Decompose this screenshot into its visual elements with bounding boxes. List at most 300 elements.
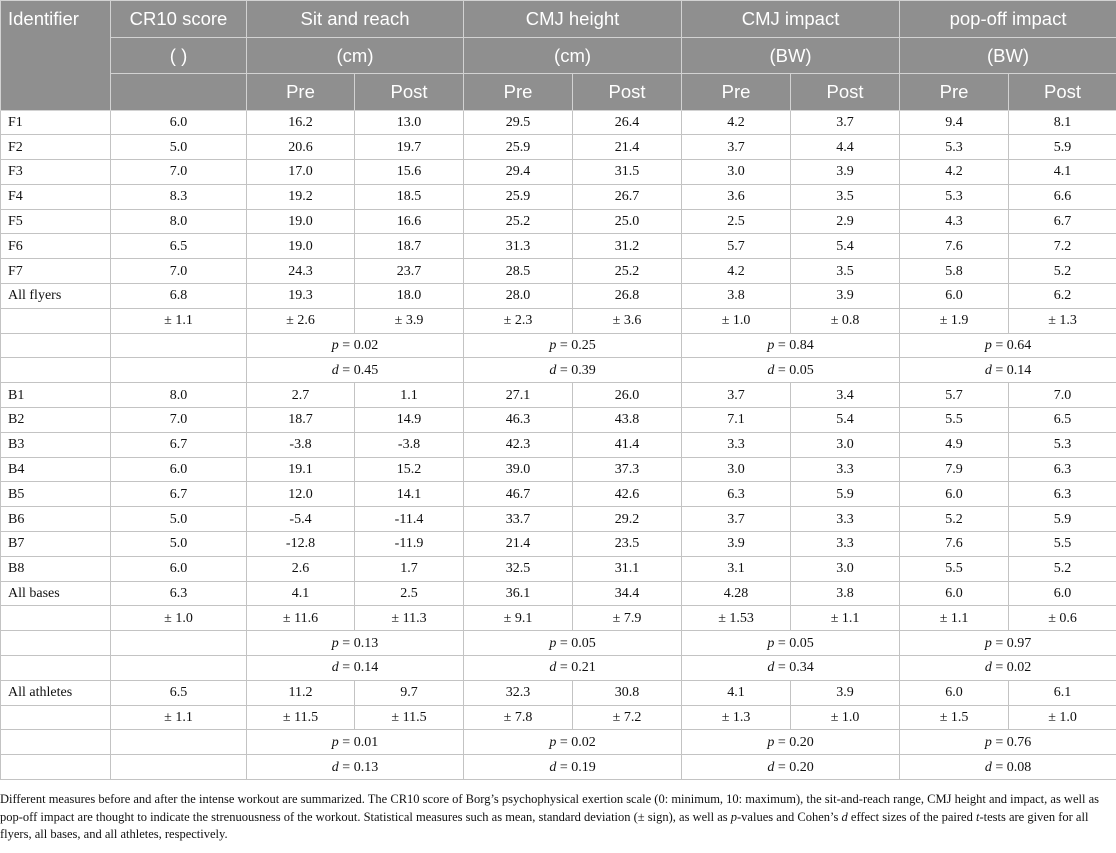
cmj-height-unit: (cm) xyxy=(464,37,682,74)
p-value-cell: p = 0.20 xyxy=(682,730,900,755)
table-cell: 12.0 xyxy=(247,482,355,507)
footnote-t-symbol: t xyxy=(975,809,980,824)
stat-value: 0.14 xyxy=(1006,362,1032,378)
effect-size-cell: d = 0.08 xyxy=(900,755,1116,780)
stat-value: 0.45 xyxy=(353,362,379,378)
row-identifier xyxy=(1,705,111,730)
table-footnote xyxy=(0,791,1112,844)
empty-cell xyxy=(111,656,247,681)
table-cell: 5.8 xyxy=(900,259,1009,284)
table-cell: 3.7 xyxy=(682,507,791,532)
table-row xyxy=(1,259,1116,284)
table-cell: 3.9 xyxy=(791,284,900,309)
stat-value: 0.34 xyxy=(789,660,814,676)
table-cell: ± 1.0 xyxy=(791,705,900,730)
table-row xyxy=(1,160,1116,185)
p-value-cell: p = 0.97 xyxy=(900,631,1116,656)
stat-symbol: d xyxy=(331,759,339,775)
p-value-cell: p = 0.05 xyxy=(682,631,900,656)
stat-value: 0.84 xyxy=(789,338,814,354)
table-cell: -3.8 xyxy=(355,432,464,457)
table-row xyxy=(1,284,1116,309)
table-cell: 6.2 xyxy=(1009,284,1116,309)
p-value-cell: p = 0.05 xyxy=(464,631,682,656)
table-cell: 15.6 xyxy=(355,160,464,185)
table-cell: 4.4 xyxy=(791,135,900,160)
table-row xyxy=(1,408,1116,433)
table-cell: 25.2 xyxy=(464,209,573,234)
table-cell: ± 1.1 xyxy=(111,705,247,730)
stat-value: 0.05 xyxy=(789,362,814,378)
header-row-names xyxy=(1,1,1116,38)
table-cell: 3.8 xyxy=(791,581,900,606)
table-cell: 5.3 xyxy=(900,184,1009,209)
effect-size-row xyxy=(1,755,1116,780)
table-cell: 7.6 xyxy=(900,234,1009,259)
table-cell: 3.1 xyxy=(682,556,791,581)
effect-size-row xyxy=(1,358,1116,383)
table-cell: 31.1 xyxy=(573,556,682,581)
table-cell: 5.2 xyxy=(1009,259,1116,284)
empty-cell xyxy=(111,755,247,780)
empty-cell xyxy=(1,656,111,681)
row-identifier: All bases xyxy=(1,581,111,606)
table-cell: 21.4 xyxy=(573,135,682,160)
stat-value: 0.13 xyxy=(353,635,379,651)
table-cell: 6.0 xyxy=(1009,581,1116,606)
table-cell: 7.0 xyxy=(1009,383,1116,408)
cmj-height-header: CMJ height xyxy=(464,1,682,38)
p-value-row xyxy=(1,730,1116,755)
row-identifier: B1 xyxy=(1,383,111,408)
effect-size-cell: d = 0.05 xyxy=(682,358,900,383)
table-cell: ± 0.6 xyxy=(1009,606,1116,631)
table-row xyxy=(1,606,1116,631)
empty-cell xyxy=(1,631,111,656)
table-cell: 33.7 xyxy=(464,507,573,532)
table-cell: -11.4 xyxy=(355,507,464,532)
table-cell: 6.0 xyxy=(111,556,247,581)
sit-reach-header: Sit and reach xyxy=(247,1,464,38)
table-cell: 26.0 xyxy=(573,383,682,408)
stat-symbol: p xyxy=(549,635,557,651)
table-cell: 3.9 xyxy=(682,532,791,557)
effect-size-cell: d = 0.34 xyxy=(682,656,900,681)
table-cell: 23.5 xyxy=(573,532,682,557)
p-value-cell: p = 0.01 xyxy=(247,730,464,755)
row-identifier: B4 xyxy=(1,457,111,482)
table-cell: 16.6 xyxy=(355,209,464,234)
table-cell: 3.8 xyxy=(682,284,791,309)
table-row xyxy=(1,209,1116,234)
table-cell: 16.2 xyxy=(247,110,355,135)
table-cell: 4.3 xyxy=(900,209,1009,234)
footnote-text-1: Different measures before and after the intense workout are summarized. The CR10 score of Borg’s psychophysical exertion scale (0: minimum, 10: maximum), the sit-and-reach range, CMJ height and impact, as well as pop-off impact are thought to indicate the strenuousness of the workout. Statistical measures such as mean, standard deviation (± sign), as well as xyxy=(0,792,1099,824)
table-cell: ± 3.6 xyxy=(573,308,682,333)
table-cell: 2.6 xyxy=(247,556,355,581)
table-cell: 7.2 xyxy=(1009,234,1116,259)
stat-value: 0.39 xyxy=(571,362,596,378)
row-identifier: F3 xyxy=(1,160,111,185)
stat-value: 0.13 xyxy=(353,759,379,775)
table-cell: 5.5 xyxy=(1009,532,1116,557)
table-cell: 7.6 xyxy=(900,532,1009,557)
table-cell: 2.9 xyxy=(791,209,900,234)
p-value-cell: p = 0.76 xyxy=(900,730,1116,755)
table-row xyxy=(1,110,1116,135)
row-identifier: F4 xyxy=(1,184,111,209)
table-cell: 29.5 xyxy=(464,110,573,135)
table-cell: 4.2 xyxy=(682,259,791,284)
stat-symbol: p xyxy=(331,635,339,651)
table-cell: 29.4 xyxy=(464,160,573,185)
table-cell: ± 1.1 xyxy=(791,606,900,631)
table-row xyxy=(1,581,1116,606)
table-cell: 8.0 xyxy=(111,209,247,234)
table-cell: 5.9 xyxy=(1009,135,1116,160)
effect-size-row xyxy=(1,656,1116,681)
stat-value: 0.19 xyxy=(571,759,596,775)
header-row-units xyxy=(1,37,1116,74)
table-cell: 3.0 xyxy=(682,160,791,185)
table-cell: ± 1.5 xyxy=(900,705,1009,730)
pre-header: Pre xyxy=(464,74,573,111)
empty-cell xyxy=(111,730,247,755)
effect-size-cell: d = 0.14 xyxy=(247,656,464,681)
table-cell: ± 7.9 xyxy=(573,606,682,631)
stat-symbol: d xyxy=(549,759,557,775)
table-cell: 18.5 xyxy=(355,184,464,209)
table-cell: 25.0 xyxy=(573,209,682,234)
stat-value: 0.05 xyxy=(571,635,596,651)
table-cell: 26.4 xyxy=(573,110,682,135)
table-cell: 34.4 xyxy=(573,581,682,606)
stat-symbol: p xyxy=(984,635,992,651)
table-cell: 37.3 xyxy=(573,457,682,482)
table-cell: -12.8 xyxy=(247,532,355,557)
p-value-cell: p = 0.25 xyxy=(464,333,682,358)
table-row xyxy=(1,234,1116,259)
table-cell: 2.5 xyxy=(682,209,791,234)
table-cell: 42.3 xyxy=(464,432,573,457)
table-cell: 3.6 xyxy=(682,184,791,209)
table-cell: 18.7 xyxy=(247,408,355,433)
table-row xyxy=(1,184,1116,209)
table-cell: 6.5 xyxy=(111,234,247,259)
row-identifier: All athletes xyxy=(1,680,111,705)
table-cell: 5.4 xyxy=(791,408,900,433)
popoff-impact-header: pop-off impact xyxy=(900,1,1116,38)
effect-size-cell: d = 0.45 xyxy=(247,358,464,383)
effect-size-cell: d = 0.14 xyxy=(900,358,1116,383)
row-identifier xyxy=(1,606,111,631)
table-cell: 27.1 xyxy=(464,383,573,408)
stat-value: 0.20 xyxy=(789,734,814,750)
table-cell: 6.3 xyxy=(1009,457,1116,482)
effect-size-cell: d = 0.20 xyxy=(682,755,900,780)
table-cell: 3.7 xyxy=(682,383,791,408)
stat-symbol: p xyxy=(984,338,992,354)
table-cell: 3.0 xyxy=(791,432,900,457)
table-cell: 3.3 xyxy=(682,432,791,457)
table-body xyxy=(1,110,1116,780)
table-cell: ± 1.3 xyxy=(1009,308,1116,333)
table-cell: 8.1 xyxy=(1009,110,1116,135)
table-cell: 30.8 xyxy=(573,680,682,705)
table-cell: 5.7 xyxy=(900,383,1009,408)
table-cell: 46.3 xyxy=(464,408,573,433)
table-cell: 6.0 xyxy=(111,457,247,482)
table-row xyxy=(1,556,1116,581)
row-identifier: F7 xyxy=(1,259,111,284)
pre-header: Pre xyxy=(682,74,791,111)
table-cell: 19.2 xyxy=(247,184,355,209)
table-cell: 26.8 xyxy=(573,284,682,309)
table-cell: 5.4 xyxy=(791,234,900,259)
table-cell: 3.3 xyxy=(791,507,900,532)
stat-symbol: d xyxy=(984,759,992,775)
table-cell: ± 11.6 xyxy=(247,606,355,631)
stat-symbol: d xyxy=(767,660,775,676)
table-cell: ± 11.5 xyxy=(355,705,464,730)
table-cell: 6.0 xyxy=(900,680,1009,705)
table-cell: 5.5 xyxy=(900,408,1009,433)
footnote-d-symbol: d xyxy=(841,809,848,824)
table-cell: 25.9 xyxy=(464,135,573,160)
table-cell: 18.7 xyxy=(355,234,464,259)
table-cell: 26.7 xyxy=(573,184,682,209)
p-value-cell: p = 0.02 xyxy=(464,730,682,755)
identifier-header: Identifier xyxy=(1,1,111,111)
table-cell: 25.9 xyxy=(464,184,573,209)
table-cell: 4.2 xyxy=(900,160,1009,185)
p-value-cell: p = 0.64 xyxy=(900,333,1116,358)
stat-value: 0.02 xyxy=(571,734,596,750)
p-value-row xyxy=(1,631,1116,656)
table-cell: 2.7 xyxy=(247,383,355,408)
cr10-unit: ( ) xyxy=(111,37,247,74)
table-cell: 6.1 xyxy=(1009,680,1116,705)
table-cell: 20.6 xyxy=(247,135,355,160)
table-cell: 4.1 xyxy=(682,680,791,705)
table-cell: 6.0 xyxy=(111,110,247,135)
table-cell: -11.9 xyxy=(355,532,464,557)
table-cell: 6.7 xyxy=(111,482,247,507)
table-cell: 31.5 xyxy=(573,160,682,185)
effect-size-cell: d = 0.13 xyxy=(247,755,464,780)
table-cell: 5.0 xyxy=(111,532,247,557)
table-cell: 6.0 xyxy=(900,482,1009,507)
table-cell: ± 1.53 xyxy=(682,606,791,631)
table-cell: 6.0 xyxy=(900,284,1009,309)
row-identifier: B3 xyxy=(1,432,111,457)
table-cell: ± 1.3 xyxy=(682,705,791,730)
post-header: Post xyxy=(1009,74,1116,111)
table-cell: 21.4 xyxy=(464,532,573,557)
table-cell: 5.5 xyxy=(900,556,1009,581)
table-cell: ± 2.6 xyxy=(247,308,355,333)
table-cell: 9.7 xyxy=(355,680,464,705)
table-cell: 19.0 xyxy=(247,209,355,234)
table-cell: 28.5 xyxy=(464,259,573,284)
empty-cell xyxy=(1,358,111,383)
pre-header: Pre xyxy=(900,74,1009,111)
table-cell: 31.2 xyxy=(573,234,682,259)
table-cell: 3.5 xyxy=(791,259,900,284)
table-cell: ± 1.0 xyxy=(1009,705,1116,730)
table-cell: 19.1 xyxy=(247,457,355,482)
table-cell: 19.7 xyxy=(355,135,464,160)
post-header: Post xyxy=(355,74,464,111)
post-header: Post xyxy=(573,74,682,111)
table-cell: 14.1 xyxy=(355,482,464,507)
table-cell: 6.6 xyxy=(1009,184,1116,209)
stat-symbol: p xyxy=(549,734,557,750)
table-cell: 25.2 xyxy=(573,259,682,284)
table-cell: 6.3 xyxy=(682,482,791,507)
row-identifier: B8 xyxy=(1,556,111,581)
table-cell: 3.7 xyxy=(682,135,791,160)
stat-symbol: p xyxy=(767,635,775,651)
row-identifier: B6 xyxy=(1,507,111,532)
table-cell: ± 9.1 xyxy=(464,606,573,631)
stat-value: 0.97 xyxy=(1006,635,1032,651)
table-cell: ± 7.2 xyxy=(573,705,682,730)
table-row xyxy=(1,383,1116,408)
table-cell: 18.0 xyxy=(355,284,464,309)
table-cell: ± 1.0 xyxy=(111,606,247,631)
table-cell: 36.1 xyxy=(464,581,573,606)
empty-cell xyxy=(111,631,247,656)
table-row xyxy=(1,532,1116,557)
footnote-p-symbol: p xyxy=(730,809,738,824)
popoff-impact-unit: (BW) xyxy=(900,37,1116,74)
table-cell: 5.9 xyxy=(791,482,900,507)
table-cell: 5.9 xyxy=(1009,507,1116,532)
footnote-text-2: -values and Cohen’s xyxy=(737,809,842,824)
table-cell: ± 2.3 xyxy=(464,308,573,333)
stat-symbol: p xyxy=(331,734,339,750)
row-identifier: B5 xyxy=(1,482,111,507)
table-cell: 5.3 xyxy=(900,135,1009,160)
table-cell: 17.0 xyxy=(247,160,355,185)
table-cell: 32.5 xyxy=(464,556,573,581)
table-row xyxy=(1,135,1116,160)
table-cell: 4.1 xyxy=(247,581,355,606)
table-cell: 5.2 xyxy=(900,507,1009,532)
table-cell: 5.7 xyxy=(682,234,791,259)
table-cell: 6.3 xyxy=(1009,482,1116,507)
empty-cell xyxy=(1,755,111,780)
table-cell: 5.0 xyxy=(111,507,247,532)
table-cell: 19.3 xyxy=(247,284,355,309)
stat-symbol: p xyxy=(984,734,992,750)
table-cell: ± 1.1 xyxy=(111,308,247,333)
table-cell: 4.1 xyxy=(1009,160,1116,185)
table-cell: 19.0 xyxy=(247,234,355,259)
table-cell: 3.9 xyxy=(791,160,900,185)
table-row xyxy=(1,482,1116,507)
sit-reach-unit: (cm) xyxy=(247,37,464,74)
table-cell: 42.6 xyxy=(573,482,682,507)
footnote-text-3: effect sizes of the paired xyxy=(847,809,976,824)
table-cell: 24.3 xyxy=(247,259,355,284)
stat-value: 0.08 xyxy=(1006,759,1032,775)
table-cell: 11.2 xyxy=(247,680,355,705)
table-cell: 41.4 xyxy=(573,432,682,457)
p-value-cell: p = 0.13 xyxy=(247,631,464,656)
table-cell: 7.9 xyxy=(900,457,1009,482)
stat-value: 0.02 xyxy=(353,338,379,354)
table-cell: 1.7 xyxy=(355,556,464,581)
table-cell: 23.7 xyxy=(355,259,464,284)
header-row-prepost xyxy=(1,74,1116,111)
table-header xyxy=(1,1,1116,111)
stat-symbol: p xyxy=(767,338,775,354)
row-identifier: All flyers xyxy=(1,284,111,309)
table-cell: ± 0.8 xyxy=(791,308,900,333)
post-header: Post xyxy=(791,74,900,111)
table-row xyxy=(1,680,1116,705)
table-cell: 5.0 xyxy=(111,135,247,160)
table-cell: 3.9 xyxy=(791,680,900,705)
stat-symbol: p xyxy=(331,338,339,354)
cmj-impact-header: CMJ impact xyxy=(682,1,900,38)
table-cell: 7.0 xyxy=(111,160,247,185)
stat-value: 0.20 xyxy=(789,759,814,775)
table-cell: 8.0 xyxy=(111,383,247,408)
row-identifier: F6 xyxy=(1,234,111,259)
stat-value: 0.01 xyxy=(353,734,379,750)
table-cell: 15.2 xyxy=(355,457,464,482)
table-row xyxy=(1,507,1116,532)
stat-symbol: d xyxy=(767,362,775,378)
table-cell: 4.9 xyxy=(900,432,1009,457)
table-cell: 6.5 xyxy=(111,680,247,705)
table-cell: 3.7 xyxy=(791,110,900,135)
stat-symbol: p xyxy=(549,338,557,354)
table-cell: -5.4 xyxy=(247,507,355,532)
table-cell: 4.2 xyxy=(682,110,791,135)
table-cell: 6.3 xyxy=(111,581,247,606)
table-cell: 7.0 xyxy=(111,408,247,433)
table-cell: 3.0 xyxy=(682,457,791,482)
table-cell: 43.8 xyxy=(573,408,682,433)
effect-size-cell: d = 0.19 xyxy=(464,755,682,780)
effect-size-cell: d = 0.39 xyxy=(464,358,682,383)
table-cell: ± 1.0 xyxy=(682,308,791,333)
table-cell: 6.5 xyxy=(1009,408,1116,433)
row-identifier: F2 xyxy=(1,135,111,160)
stat-value: 0.21 xyxy=(571,660,596,676)
table-cell: 39.0 xyxy=(464,457,573,482)
table-cell: 3.3 xyxy=(791,532,900,557)
empty-cell xyxy=(1,333,111,358)
stat-value: 0.76 xyxy=(1006,734,1032,750)
table-cell: 1.1 xyxy=(355,383,464,408)
table-cell: 5.3 xyxy=(1009,432,1116,457)
table-cell: ± 3.9 xyxy=(355,308,464,333)
table-cell: 3.5 xyxy=(791,184,900,209)
table-cell: 6.7 xyxy=(111,432,247,457)
pre-header: Pre xyxy=(247,74,355,111)
table-cell: 32.3 xyxy=(464,680,573,705)
table-cell: 3.4 xyxy=(791,383,900,408)
stat-symbol: d xyxy=(549,362,557,378)
table-cell: 9.4 xyxy=(900,110,1009,135)
table-cell: ± 11.3 xyxy=(355,606,464,631)
table-cell: 46.7 xyxy=(464,482,573,507)
